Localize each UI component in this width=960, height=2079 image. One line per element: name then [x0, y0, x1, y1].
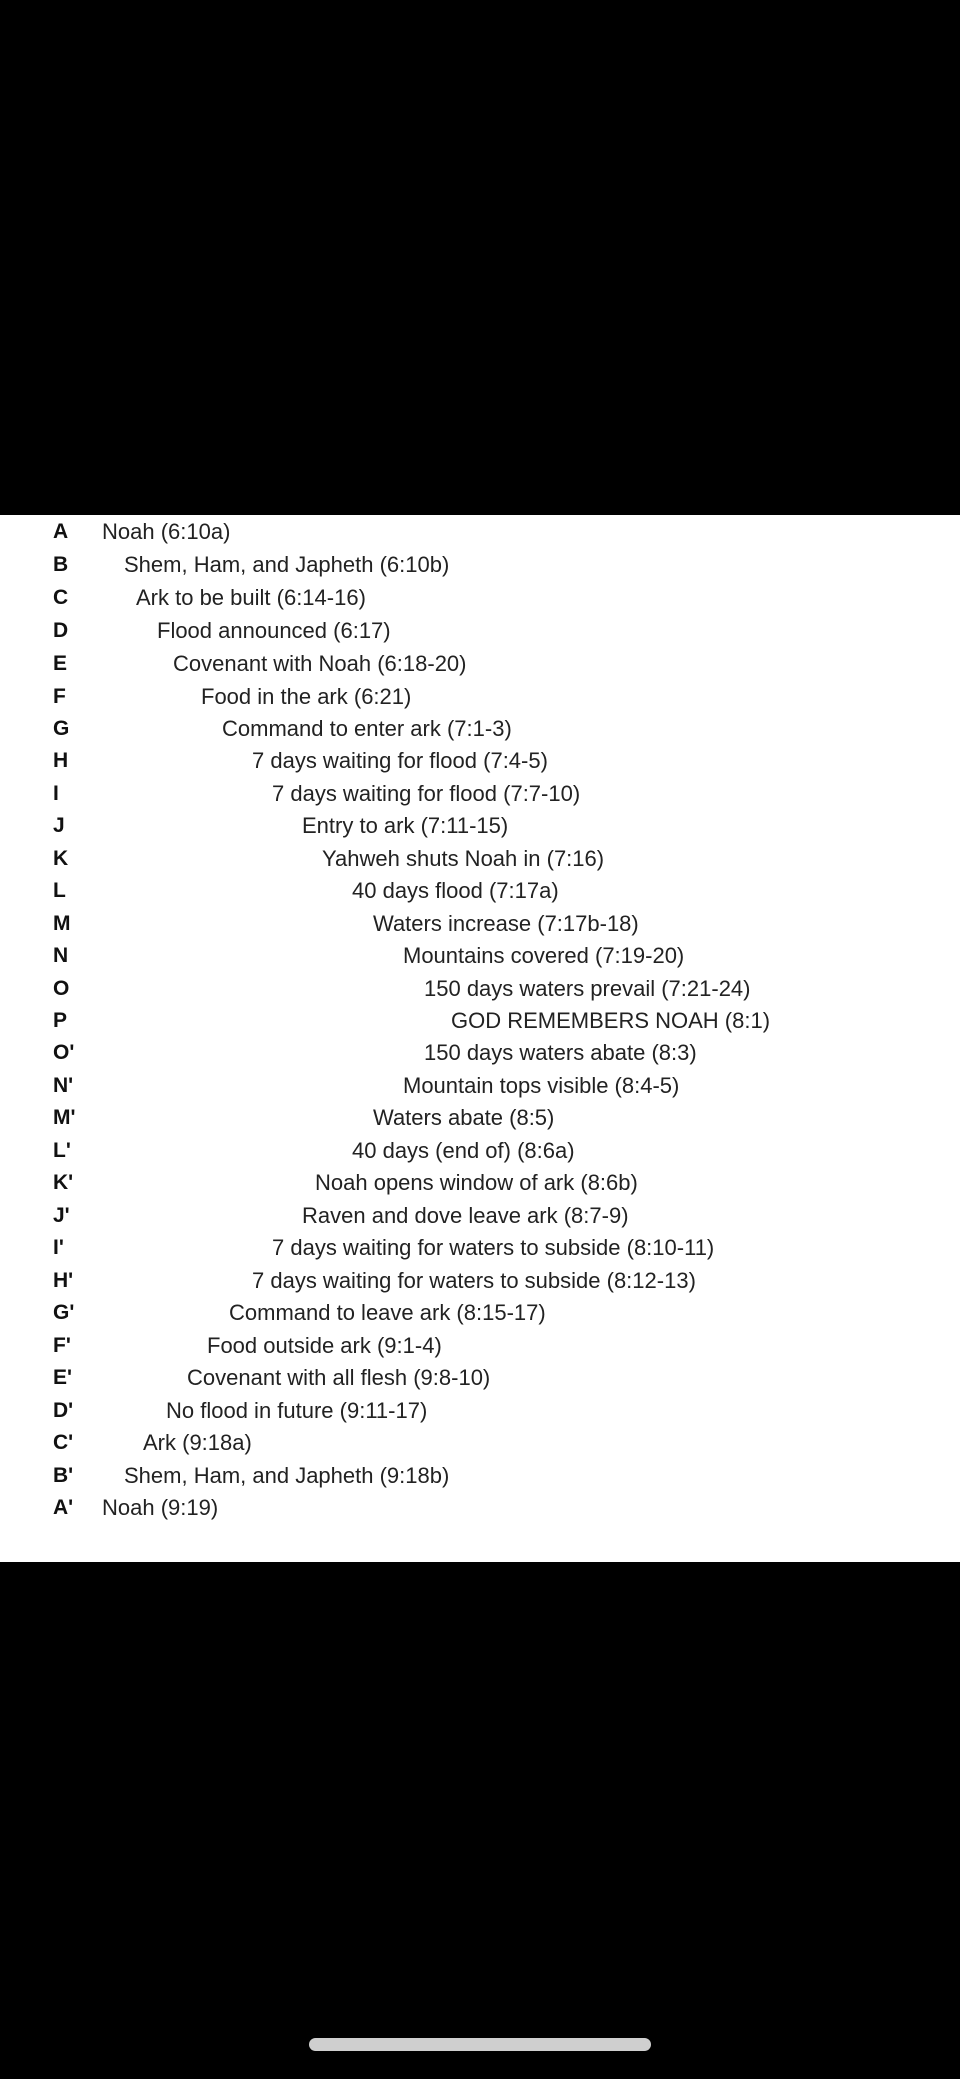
- line-letter: H: [53, 749, 69, 772]
- line-letter: B': [53, 1464, 74, 1487]
- line-letter: C': [53, 1431, 74, 1454]
- line-letter: O': [53, 1041, 75, 1064]
- line-text: 150 days waters abate (8:3): [424, 1040, 697, 1065]
- line-letter: G': [53, 1301, 75, 1324]
- line-letter: H': [53, 1269, 74, 1292]
- line-text: GOD REMEMBERS NOAH (8:1): [451, 1008, 771, 1033]
- line-letter: I': [53, 1236, 64, 1259]
- chiasm-document: [0, 515, 960, 1562]
- line-letter: N': [53, 1074, 74, 1097]
- line-letter: E': [53, 1366, 73, 1389]
- line-letter: M': [53, 1106, 76, 1129]
- line-letter: E: [53, 652, 68, 675]
- line-text: Ark to be built (6:14-16): [136, 585, 366, 610]
- line-text: Waters abate (8:5): [373, 1105, 555, 1130]
- line-letter: A': [53, 1496, 74, 1519]
- line-letter: B: [53, 553, 69, 576]
- line-text: Food in the ark (6:21): [201, 684, 412, 709]
- top-black-area: [0, 0, 960, 515]
- line-text: 40 days flood (7:17a): [352, 878, 559, 903]
- line-text: 150 days waters prevail (7:21-24): [424, 976, 751, 1001]
- line-text: Covenant with all flesh (9:8-10): [187, 1365, 491, 1390]
- line-letter: C: [53, 586, 69, 609]
- line-text: Covenant with Noah (6:18-20): [173, 651, 467, 676]
- line-letter: D: [53, 619, 69, 642]
- line-letter: K: [53, 847, 69, 870]
- line-text: 7 days waiting for waters to subside (8:10-11): [272, 1235, 715, 1260]
- line-text: Raven and dove leave ark (8:7-9): [302, 1203, 629, 1228]
- line-letter: F: [53, 685, 66, 708]
- line-text: 7 days waiting for flood (7:4-5): [252, 748, 548, 773]
- line-text: Mountain tops visible (8:4-5): [403, 1073, 680, 1098]
- line-letter: A: [53, 520, 69, 543]
- line-text: 7 days waiting for flood (7:7-10): [272, 781, 581, 806]
- line-letter: K': [53, 1171, 74, 1194]
- line-letter: G: [53, 717, 70, 740]
- line-letter: D': [53, 1399, 74, 1422]
- line-text: Food outside ark (9:1-4): [207, 1333, 442, 1358]
- line-text: Noah (6:10a): [102, 519, 231, 544]
- line-text: Entry to ark (7:11-15): [302, 813, 509, 838]
- line-text: Shem, Ham, and Japheth (9:18b): [124, 1463, 450, 1488]
- line-text: 40 days (end of) (8:6a): [352, 1138, 575, 1163]
- line-text: Command to leave ark (8:15-17): [229, 1300, 546, 1325]
- line-letter: O: [53, 977, 70, 1000]
- line-text: Shem, Ham, and Japheth (6:10b): [124, 552, 450, 577]
- line-letter: F': [53, 1334, 71, 1357]
- line-text: 7 days waiting for waters to subside (8:12-13): [252, 1268, 696, 1293]
- line-letter: N: [53, 944, 69, 967]
- line-text: Ark (9:18a): [143, 1430, 252, 1455]
- line-letter: M: [53, 912, 71, 935]
- line-text: Yahweh shuts Noah in (7:16): [322, 846, 605, 871]
- home-indicator[interactable]: [309, 2038, 651, 2051]
- line-text: Noah (9:19): [102, 1495, 219, 1520]
- line-letter: I: [53, 782, 59, 805]
- bottom-black-area: [0, 1562, 960, 2079]
- line-letter: L: [53, 879, 66, 902]
- line-letter: P: [53, 1009, 68, 1032]
- line-letter: L': [53, 1139, 71, 1162]
- line-text: No flood in future (9:11-17): [166, 1398, 428, 1423]
- line-letter: J: [53, 814, 65, 837]
- line-text: Mountains covered (7:19-20): [403, 943, 685, 968]
- line-text: Waters increase (7:17b-18): [373, 911, 639, 936]
- line-text: Noah opens window of ark (8:6b): [315, 1170, 638, 1195]
- line-letter: J': [53, 1204, 70, 1227]
- line-text: Flood announced (6:17): [157, 618, 391, 643]
- line-text: Command to enter ark (7:1-3): [222, 716, 512, 741]
